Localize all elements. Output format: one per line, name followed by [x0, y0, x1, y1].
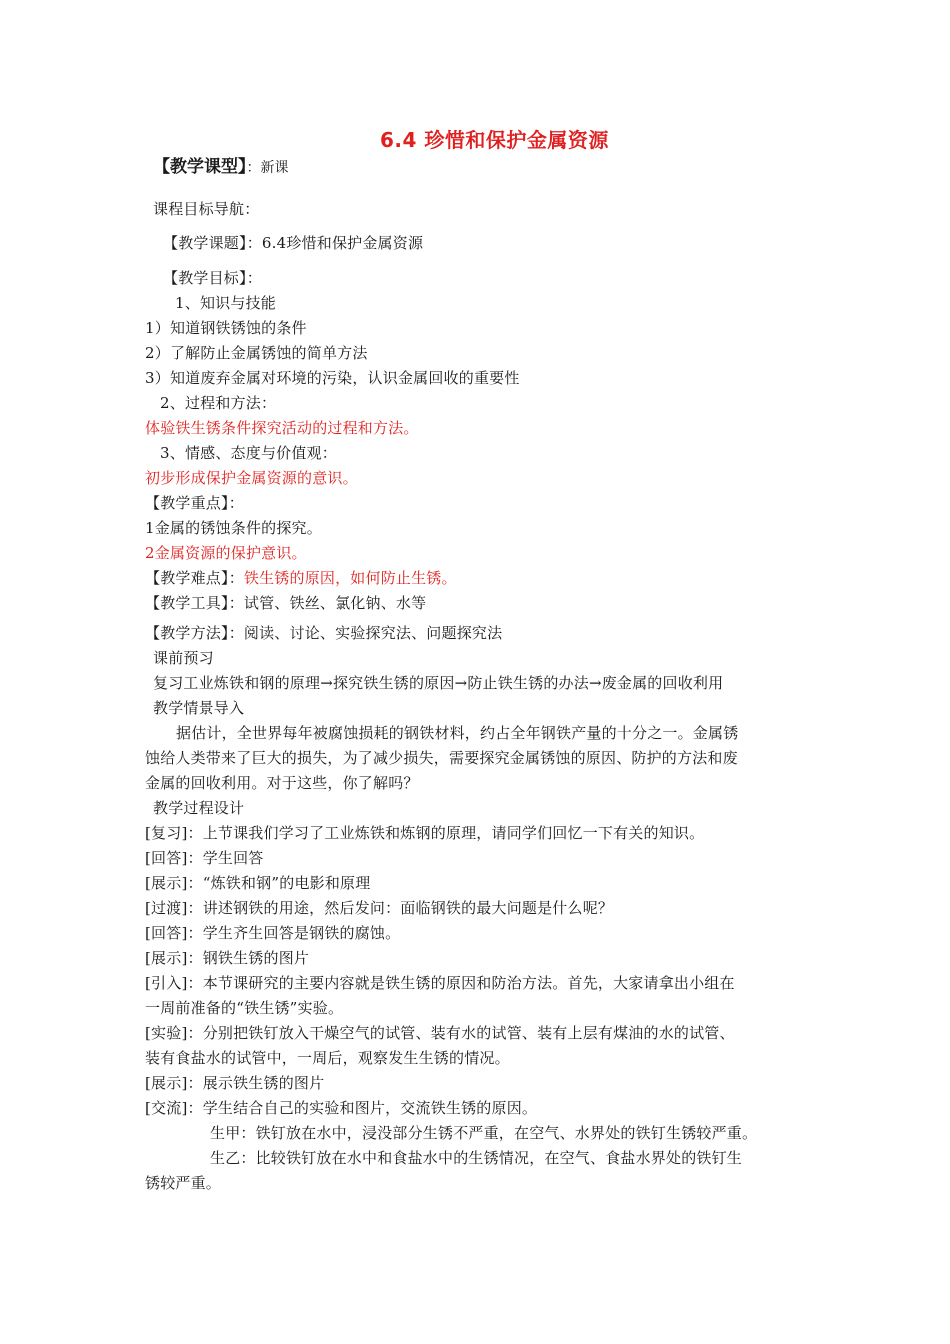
objective-item: 体验铁生锈条件探究活动的过程和方法。 [145, 419, 419, 437]
key-points-heading: 【教学重点】： [145, 494, 244, 512]
section-heading: 课前预习 [153, 649, 214, 667]
process-line: [展示]：“炼铁和钢”的电影和原理 [145, 874, 371, 892]
section-heading: 课程目标导航： [153, 200, 260, 218]
paragraph-line: 据估计，全世界每年被腐蚀损耗的钢铁材料，约占全年钢铁产量的十分之一。金属锈 [176, 724, 739, 742]
difficulty-value: 铁生锈的原因，如何防止生锈。 [243, 569, 457, 587]
process-line: [引入]：本节课研究的主要内容就是铁生锈的原因和防治方法。首先，大家请拿出小组在 [145, 974, 735, 992]
process-line: 装有食盐水的试管中，一周后，观察发生生锈的情况。 [145, 1049, 510, 1067]
section-heading: 教学情景导入 [153, 699, 245, 717]
difficulty-label: 【教学难点】： [145, 569, 244, 587]
course-type-sep: ： [246, 160, 261, 176]
methods-line: 【教学方法】：阅读、讨论、实验探究法、问题探究法 [145, 624, 503, 642]
process-line: [交流]：学生结合自己的实验和图片，交流铁生锈的原因。 [145, 1099, 538, 1117]
objective-heading: 1、知识与技能 [175, 294, 276, 312]
objective-item: 初步形成保护金属资源的意识。 [145, 469, 358, 487]
lesson-topic: 【教学课题】：6.4珍惜和保护金属资源 [163, 234, 424, 252]
course-type-value: 新课 [260, 160, 289, 176]
objectives-heading: 【教学目标】： [163, 269, 262, 287]
key-point-item: 2金属资源的保护意识。 [145, 544, 307, 562]
objective-item: 2）了解防止金属锈蚀的简单方法 [145, 344, 368, 362]
section-heading: 教学过程设计 [153, 799, 245, 817]
paragraph-line: 蚀给人类带来了巨大的损失，为了减少损失，需要探究金属锈蚀的原因、防护的方法和废 [145, 749, 738, 767]
process-line: [展示]：展示铁生锈的图片 [145, 1074, 325, 1092]
process-line: [复习]：上节课我们学习了工业炼铁和炼钢的原理，请同学们回忆一下有关的知识。 [145, 824, 705, 842]
process-line: [展示]：钢铁生锈的图片 [145, 949, 310, 967]
tools-line: 【教学工具】：试管、铁丝、氯化钠、水等 [145, 594, 427, 612]
objective-item: 3）知道废弃金属对环境的污染，认识金属回收的重要性 [145, 369, 520, 387]
process-line: 锈较严重。 [145, 1174, 222, 1192]
process-line: [回答]：学生回答 [145, 849, 264, 867]
process-line: 一周前准备的“铁生锈”实验。 [145, 999, 344, 1017]
objective-heading: 3、情感、态度与价值观： [160, 444, 337, 462]
document-title: 6.4 珍惜和保护金属资源 [380, 128, 609, 152]
course-type [153, 152, 289, 177]
process-line: 生乙：比较铁钉放在水中和食盐水中的生锈情况，在空气、食盐水界处的铁钉生 [210, 1149, 743, 1167]
process-line: [过渡]：讲述钢铁的用途，然后发问：面临钢铁的最大问题是什么呢？ [145, 899, 614, 917]
preview-line: 复习工业炼铁和钢的原理→探究铁生锈的原因→防止铁生锈的办法→废金属的回收利用 [153, 674, 724, 692]
process-line: 生甲：铁钉放在水中，浸没部分生锈不严重，在空气、水界处的铁钉生锈较严重。 [210, 1124, 758, 1142]
paragraph-line: 金属的回收利用。对于这些，你了解吗？ [145, 774, 419, 792]
process-line: [回答]：学生齐生回答是钢铁的腐蚀。 [145, 924, 401, 942]
objective-heading: 2、过程和方法： [160, 394, 277, 412]
difficulty-line [145, 568, 457, 588]
key-point-item: 1金属的锈蚀条件的探究。 [145, 519, 322, 537]
objective-item: 1）知道钢铁锈蚀的条件 [145, 319, 307, 337]
course-type-label: 【教学课型】 [153, 157, 247, 177]
process-line: [实验]：分别把铁钉放入干燥空气的试管、装有水的试管、装有上层有煤油的水的试管、 [145, 1024, 735, 1042]
